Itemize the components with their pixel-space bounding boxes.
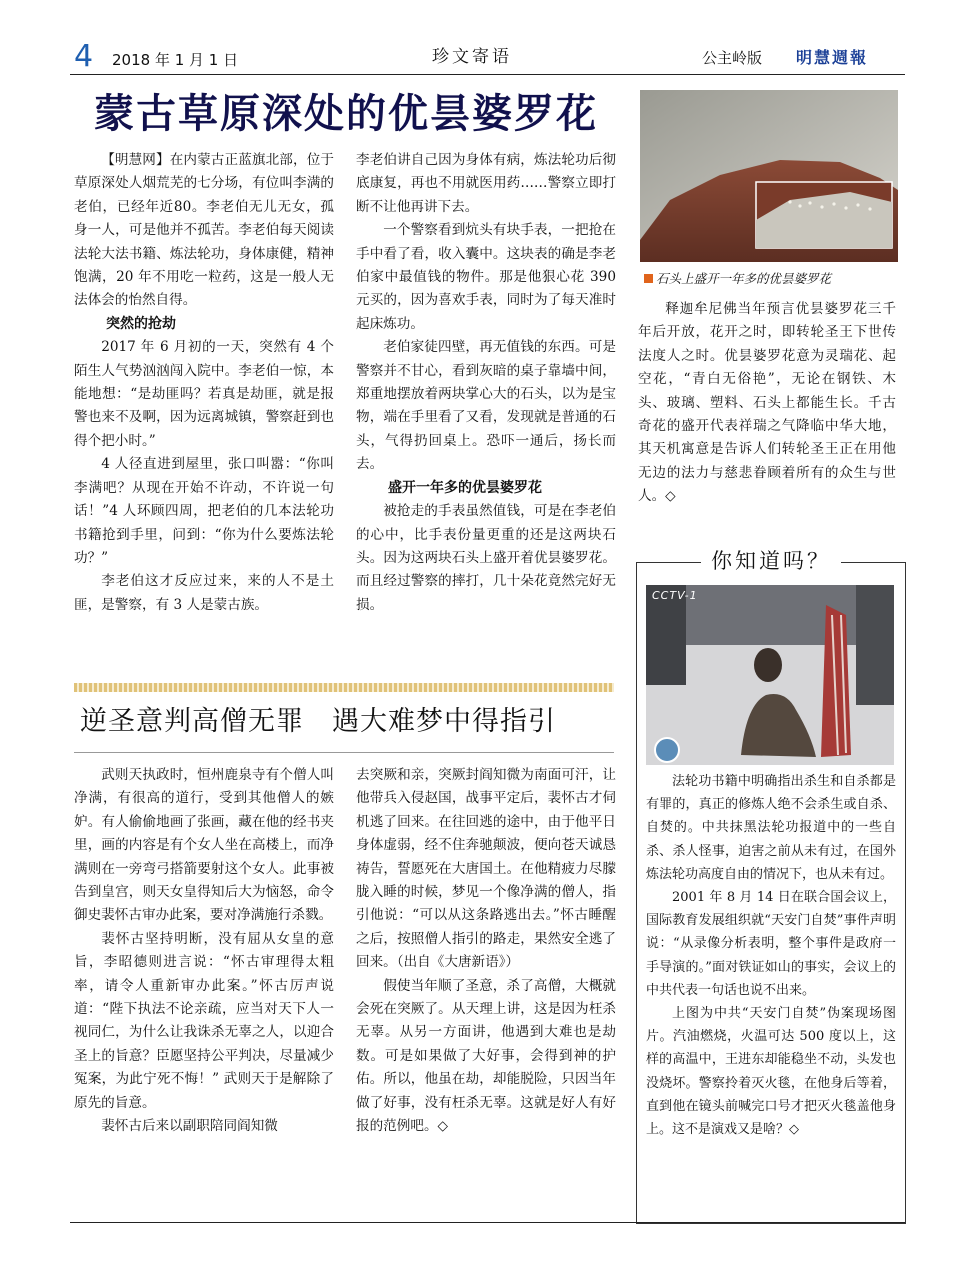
issue-date: 2018 年 1 月 1 日 <box>112 51 239 69</box>
article2-column-1 <box>74 764 334 1139</box>
paragraph: 【明慧网】在内蒙古正蓝旗北部，位于草原深处人烟荒芜的七分场，有位叫李满的老伯，已经年近80。李老伯无儿无女，孤身一人，可是他并不孤苦。李老伯每天阅读法轮大法书籍、炼法轮功，身体康健，精神饱满，20 年不用吃一粒药，这是一般人无法体会的怡然自得。 <box>74 152 334 309</box>
paragraph: 李老伯这才反应过来，来的人不是土匪，是警察，有 3 人是蒙古族。 <box>74 573 334 613</box>
paragraph: 一个警察看到炕头有块手表，一把抢在手中看了看，收入囊中。这块表的确是李老伯家中最值钱的物件。那是他狠心花 390 元买的，因为喜欢手表，同时为了每天准时起床炼功。 <box>356 222 616 332</box>
sidebar-title-wrap <box>637 547 905 575</box>
paragraph: 裴怀古后来以副职陪同阎知微 <box>101 1118 278 1135</box>
edition-label: 公主岭版 <box>702 49 763 67</box>
paragraph: 去突厥和亲，突厥封阎知微为南面可汗，让他带兵入侵赵国，战事平定后，裴怀古才伺机逃了回来。在往回逃的途中，由于他平日身体虚弱，经不住奔驰颠波，便向苍天诚恳祷告，誓愿死在大唐国土。在他精疲力尽朦胧入睡的时候，梦见一个像净满的僧人，指引他说：“可以从这条路逃出去。”怀古睡醒之后，按照僧人指引的路走，果然安全逃了回来。（出自《大唐新语》） <box>356 767 616 971</box>
header-rule <box>70 74 905 75</box>
caption-text: 石头上盛开一年多的优昙婆罗花 <box>656 271 832 286</box>
article2-title: 逆圣意判高僧无罪 遇大难梦中得指引 <box>80 706 556 737</box>
paragraph: 4 人径直进到屋里，张口叫嚣：“你叫李满吧？从现在开始不许动，不许说一句话！”4 人环顾四周，把老伯的几本法轮功书籍抢到手里，问到：“你为什么要炼法轮功？” <box>74 456 334 566</box>
subheading: 盛开一年多的优昙婆罗花 <box>388 479 542 496</box>
paragraph: 2001 年 8 月 14 日在联合国会议上，国际教育发展组织就“天安门自焚”事件声明说：“从录像分析表明，整个事件是政府一手导演的。”面对铁证如山的事实，会议上的中共代表一句话也说不出来。 <box>646 890 896 998</box>
footer-rule <box>70 1222 905 1223</box>
paragraph: 裴怀古坚持明断，没有屈从女皇的意旨，李昭德则进言说：“怀古审理得太粗率，请令人重新审办此案。”怀古厉声说道：“陛下执法不论亲疏，应当对天下人一视同仁，为什么让我诛杀无辜之人，以迎合圣上的旨意？臣愿坚持公平判决，尽量减少冤案，为此宁死不悔！” 武则天于是解除了原先的旨意。 <box>74 930 334 1111</box>
subheading: 突然的抢劫 <box>106 315 176 332</box>
sidebar-title: 你知道吗？ <box>701 549 841 573</box>
stone-photo <box>640 90 898 262</box>
paragraph: 释迦牟尼佛当年预言优昙婆罗花三千年后开放，花开之时，即转轮圣王下世传法度人之时。优昙婆罗花意为灵瑞花、起空花，“青白无俗艳”，无论在钢铁、木头、玻璃、塑料、石头上都能生长。千古奇花的盛开代表祥瑞之气降临中华大地，其天机寓意是告诉人们转轮圣王正在用他无边的法力与慈悲眷顾着所有的众生与世人。◇ <box>638 301 896 505</box>
sidebar-text <box>646 770 896 1141</box>
page-header <box>0 0 978 80</box>
did-you-know-box <box>636 549 906 1224</box>
paragraph: 上图为中共“天安门自焚”伪案现场图片。汽油燃烧，火温可达 500 度以上，这样的高温中，王进东却能稳坐不动，头发也没烧坏。警察拎着灭火毯，在他身后等着，直到他在镜头前喊完口号才把灭火毯盖他身上。这不是演戏又是啥？◇ <box>646 1006 896 1138</box>
page-number: 4 <box>74 39 94 74</box>
article-divider <box>74 683 614 692</box>
tv-emblem-icon <box>654 737 680 763</box>
article1-column-1 <box>74 149 334 617</box>
caption-square-icon <box>644 274 653 283</box>
paragraph: 李老伯讲自己因为身体有病，炼法轮功后彻底康复，再也不用就医用药……警察立即打断不让他再讲下去。 <box>356 152 616 215</box>
tv-channel-logo: CCTV-1 <box>652 589 698 602</box>
paragraph: 2017 年 6 月初的一天，突然有 4 个陌生人气势汹汹闯入院中。李老伯一惊，本能地想：“是劫匪吗？若真是劫匪，就是报警也来不及啊，因为远离城镇，警察赶到也得个把小时。” <box>74 339 334 449</box>
paper-name: 明慧週報 <box>796 48 869 67</box>
paragraph: 法轮功书籍中明确指出杀生和自杀都是有罪的，真正的修炼人绝不会杀生或自杀、自焚的。中共抹黑法轮功报道中的一些自杀、杀人怪事，迫害之前从未有过，在国外炼法轮功高度自由的情况下，也从未有过。 <box>646 774 896 882</box>
section-title: 珍文寄语 <box>432 47 512 67</box>
paragraph: 被抢走的手表虽然值钱，可是在李老伯的心中，比手表份量更重的还是这两块石头。因为这两块石头上盛开着优昙婆罗花。而且经过警察的摔打，几十朵花竟然完好无损。 <box>356 503 616 613</box>
article1-column-3 <box>638 298 896 509</box>
article2-column-2 <box>356 764 616 1139</box>
paragraph: 假使当年顺了圣意，杀了高僧，大概就会死在突厥了。从天理上讲，这是因为枉杀无辜。从另一方面讲，他遇到大难也是劫数。可是如果做了大好事，会得到神的护佑。所以，他虽在劫，却能脱险，只因当年做了好事，没有枉杀无辜。这就是好人有好报的范例吧。◇ <box>356 977 616 1135</box>
article2-title-rule <box>74 752 614 753</box>
article1-title: 蒙古草原深处的优昙婆罗花 <box>94 91 598 137</box>
photo-caption <box>644 270 894 288</box>
self-immolation-photo <box>646 585 894 765</box>
paragraph: 武则天执政时，恒州鹿泉寺有个僧人叫净满，有很高的道行，受到其他僧人的嫉妒。有人偷偷地画了张画，藏在他的经书夹里，画的内容是有个女人坐在高楼上，而净满则在一旁弯弓搭箭要射这个女人。此事被告到皇宫，则天女皇得知后大为恼怒，命令御史裴怀古审办此案，要对净满施行杀戮。 <box>74 767 334 924</box>
article1-column-2 <box>356 149 616 617</box>
paragraph: 老伯家徒四壁，再无值钱的东西。可是警察并不甘心，看到灰暗的桌子靠墙中间，郑重地摆放着两块掌心大的石头，以为是宝物，端在手里看了又看，发现就是普通的石头，气得扔回桌上。恐吓一通后，扬长而去。 <box>356 339 616 473</box>
